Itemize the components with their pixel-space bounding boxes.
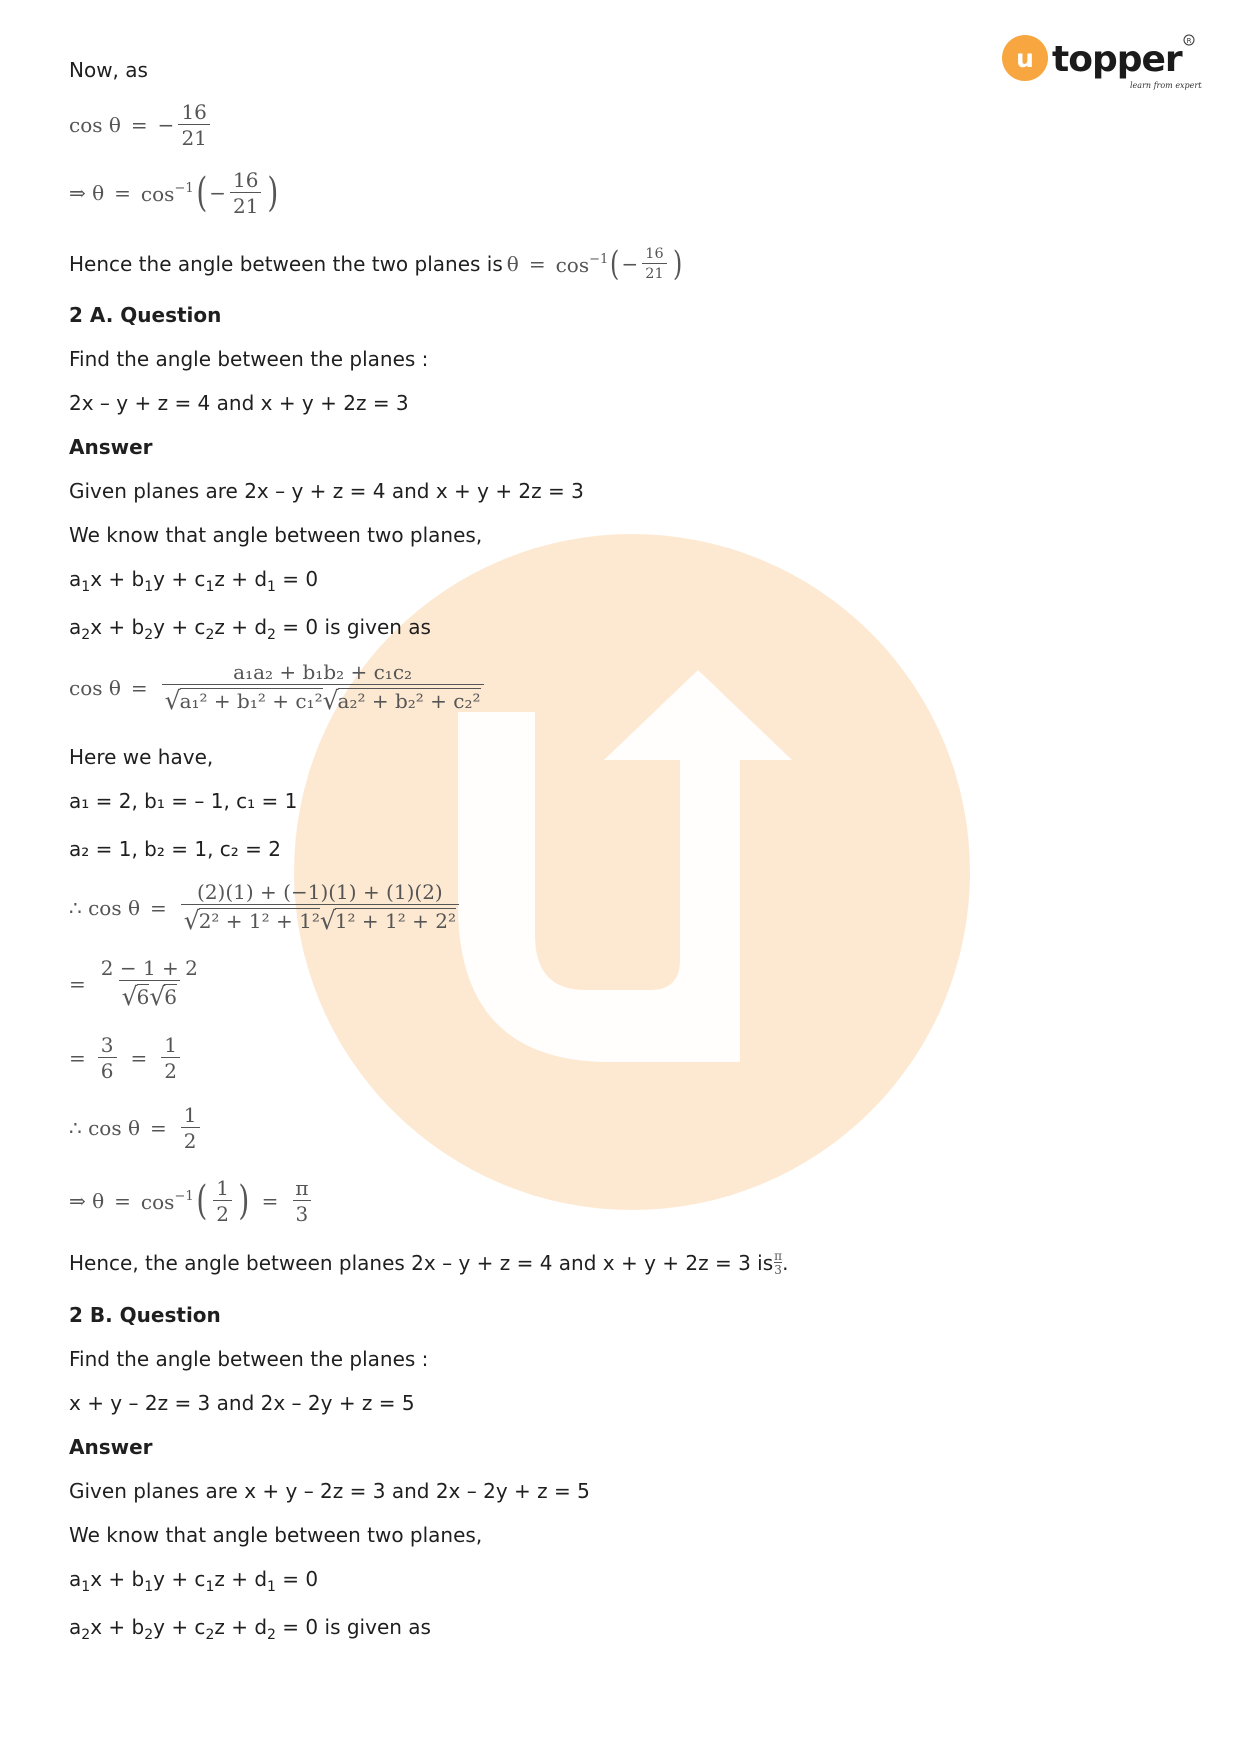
- minus-sign: −: [157, 113, 175, 137]
- svg-text:u: u: [1016, 44, 1034, 73]
- denominator: 21: [178, 124, 209, 148]
- cos-theta-half: ∴ cos θ = $\frac{1}{2}$: [69, 1105, 204, 1151]
- question-2b-prompt: Find the angle between the planes :: [69, 1347, 429, 1371]
- here-we-have: Here we have,: [69, 745, 214, 769]
- svg-text:topper: topper: [1052, 39, 1182, 80]
- substituted-numerator: (2)(1) + (−1)(1) + (1)(2): [197, 880, 443, 904]
- question-2a-prompt: Find the angle between the planes :: [69, 347, 429, 371]
- minus-sign: −: [209, 181, 226, 205]
- formula-fraction: [162, 662, 484, 713]
- substituted-equation: ∴ cos θ = (2)(1) + (−1)(1) + (1)(2) √ 2² + 1² + 1² √ 1² + 1² + 2²: [69, 882, 463, 933]
- answer-2b-given: Given planes are x + y – 2z = 3 and 2x – 2y + z = 5: [69, 1479, 590, 1503]
- plane-2-general: $a_2x + b_2y + c_2z + d_2 = 0$ is given as: [69, 615, 431, 643]
- question-2a-planes: 2x – y + z = 4 and x + y + 2z = 3: [69, 391, 409, 415]
- topper-logo[interactable]: [1002, 28, 1202, 98]
- answer-2a-we-know: We know that angle between two planes,: [69, 523, 483, 547]
- angle-formula: cos θ = a₁a₂ + b₁b₂ + c₁c₂ √ a₁² + b₁² + c₁² √ a₂² + b₂² + c₂²: [69, 662, 488, 713]
- fraction-16-21: [178, 102, 209, 148]
- coefficients-plane-1: a₁ = 2, b₁ = – 1, c₁ = 1: [69, 789, 298, 813]
- inline-theta-equation: θ = $\cos^{-1}$ ( − $\frac{16}{21}$ ): [506, 244, 682, 285]
- plane-2-general-2b: $a_2x + b_2y + c_2z + d_2 = 0$ is given as: [69, 1615, 431, 1643]
- svg-text:learn from experts: learn from experts: [1130, 81, 1202, 90]
- answer-2a-label: Answer: [69, 435, 153, 459]
- fraction-16-21: [230, 170, 261, 216]
- denominator: 21: [230, 192, 261, 216]
- answer-2b-label: Answer: [69, 1435, 153, 1459]
- theta-pi-by-3: ⇒ θ = $\cos^{-1}$ ( $\frac{1}{2}$ ) = $\frac{\pi}{3}$: [69, 1178, 315, 1224]
- reduced-step: = $\frac{3}{6}$ = $\frac{1}{2}$: [69, 1035, 184, 1081]
- answer-2b-we-know: We know that angle between two planes,: [69, 1523, 483, 1547]
- formula-numerator: a₁a₂ + b₁b₂ + c₁c₂: [233, 660, 413, 684]
- cos-theta-label: cos θ: [69, 675, 121, 700]
- therefore-cos-theta: ∴ cos θ: [69, 895, 140, 920]
- cos-theta-label: cos θ: [69, 113, 121, 137]
- cos-theta-equation: [69, 102, 214, 148]
- simplified-fraction: 2 − 1 + 2 √ 6 √ 6: [100, 956, 198, 1011]
- numerator: 16: [181, 100, 207, 124]
- now-as-text: Now, as: [69, 58, 148, 82]
- plane-1-general: $a_1x + b_1y + c_1z + d_1 = 0$: [69, 567, 319, 595]
- implies-theta: ⇒ θ: [69, 181, 105, 205]
- right-paren: ): [267, 170, 279, 216]
- equals-sign: =: [130, 113, 148, 137]
- coefficients-plane-2: a₂ = 1, b₂ = 1, c₂ = 2: [69, 837, 282, 861]
- question-2b-planes: x + y – 2z = 3 and 2x – 2y + z = 5: [69, 1391, 415, 1415]
- question-2a-title: 2 A. Question: [69, 303, 222, 327]
- topper-logo-mark: [1002, 28, 1202, 98]
- hence-text: Hence the angle between the two planes is: [69, 252, 503, 277]
- theta-inverse-equation: [69, 170, 281, 216]
- conclusion-2a: Hence, the angle between planes 2x – y + z = 4 and x + y + 2z = 3 is π 3 .: [69, 1249, 789, 1277]
- equals-sign: =: [114, 181, 131, 205]
- formula-denominator: √ a₁² + b₁² + c₁² √ a₂² + b₂² + c₂²: [162, 684, 484, 713]
- simplified-step: = 2 − 1 + 2 √ 6 √ 6: [69, 958, 205, 1009]
- left-paren: (: [195, 170, 207, 216]
- numerator: 16: [232, 168, 259, 192]
- cos-inverse: $\cos^{-1}$: [140, 180, 194, 207]
- hence-angle-line: [69, 244, 684, 285]
- question-2b-title: 2 B. Question: [69, 1303, 221, 1327]
- plane-1-general-2b: $a_1x + b_1y + c_1z + d_1 = 0$: [69, 1567, 319, 1595]
- answer-2a-given: Given planes are 2x – y + z = 4 and x + y + 2z = 3: [69, 479, 584, 503]
- substituted-fraction: [181, 882, 459, 933]
- svg-text:R: R: [1186, 37, 1192, 45]
- substituted-denominator: √ 2² + 1² + 1² √ 1² + 1² + 2²: [181, 904, 459, 933]
